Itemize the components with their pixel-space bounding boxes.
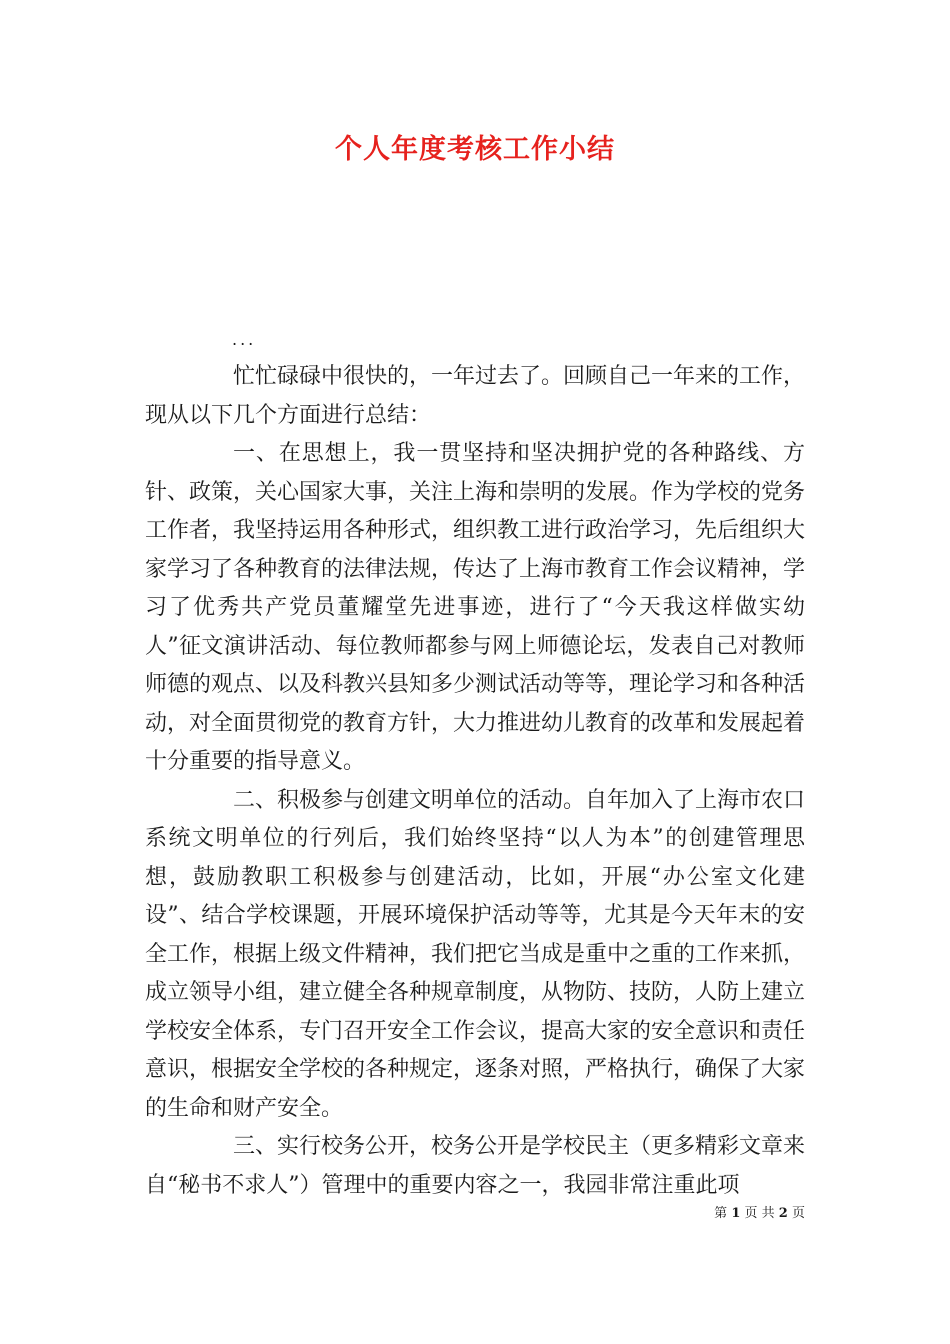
page-suffix: 页 <box>791 1206 805 1221</box>
page-number-footer <box>714 1206 805 1222</box>
document-title: 个人年度考核工作小结 <box>335 134 615 165</box>
paragraph-section-1: 一、在思想上，我一贯坚持和坚决拥护党的各种路线、方针、政策，关心国家大事，关注上海和崇明的发展。作为学校的党务工作者，我坚持运用各种形式，组织教工进行政治学习，先后组织大家学习了各种教育的法律法规，传达了上海市教育工作会议精神，学习了优秀共产党员董耀堂先进事迹，进行了“今天我这样做实幼人”征文演讲活动、每位教师都参与网上师德论坛，发表自己对教师师德的观点、以及科教兴县知多少测试活动等等，理论学习和各种活动，对全面贯彻党的教育方针，大力推进幼儿教育的改革和发展起着十分重要的指导意义。 <box>145 441 806 774</box>
page-current: 1 <box>731 1206 741 1221</box>
page-middle: 页 共 <box>744 1206 775 1221</box>
paragraph-section-2: 二、积极参与创建文明单位的活动。自年加入了上海市农口系统文明单位的行列后，我们始终坚持“以人为本”的创建管理思想，鼓励教职工积极参与创建活动，比如，开展“办公室文化建设”、结合学校课题，开展环境保护活动等等，尤其是今天年末的安全工作，根据上级文件精神，我们把它当成是重中之重的工作来抓，成立领导小组，建立健全各种规章制度，从物防、技防，人防上建立学校安全体系，专门召开安全工作会议，提高大家的安全意识和责任意识，根据安全学校的各种规定，逐条对照，严格执行，确保了大家的生命和财产安全。 <box>145 787 806 1121</box>
document-body <box>145 358 805 1205</box>
page-total: 2 <box>778 1206 788 1221</box>
ellipsis-marker: ... <box>232 330 257 349</box>
page-prefix: 第 <box>714 1206 728 1221</box>
paragraph-section-3: 三、实行校务公开，校务公开是学校民主（更多精彩文章来自“秘书不求人”）管理中的重要内容之一，我园非常注重此项 <box>145 1134 806 1198</box>
paragraph-intro: 忙忙碌碌中很快的，一年过去了。回顾自己一年来的工作，现从以下几个方面进行总结： <box>145 364 806 428</box>
